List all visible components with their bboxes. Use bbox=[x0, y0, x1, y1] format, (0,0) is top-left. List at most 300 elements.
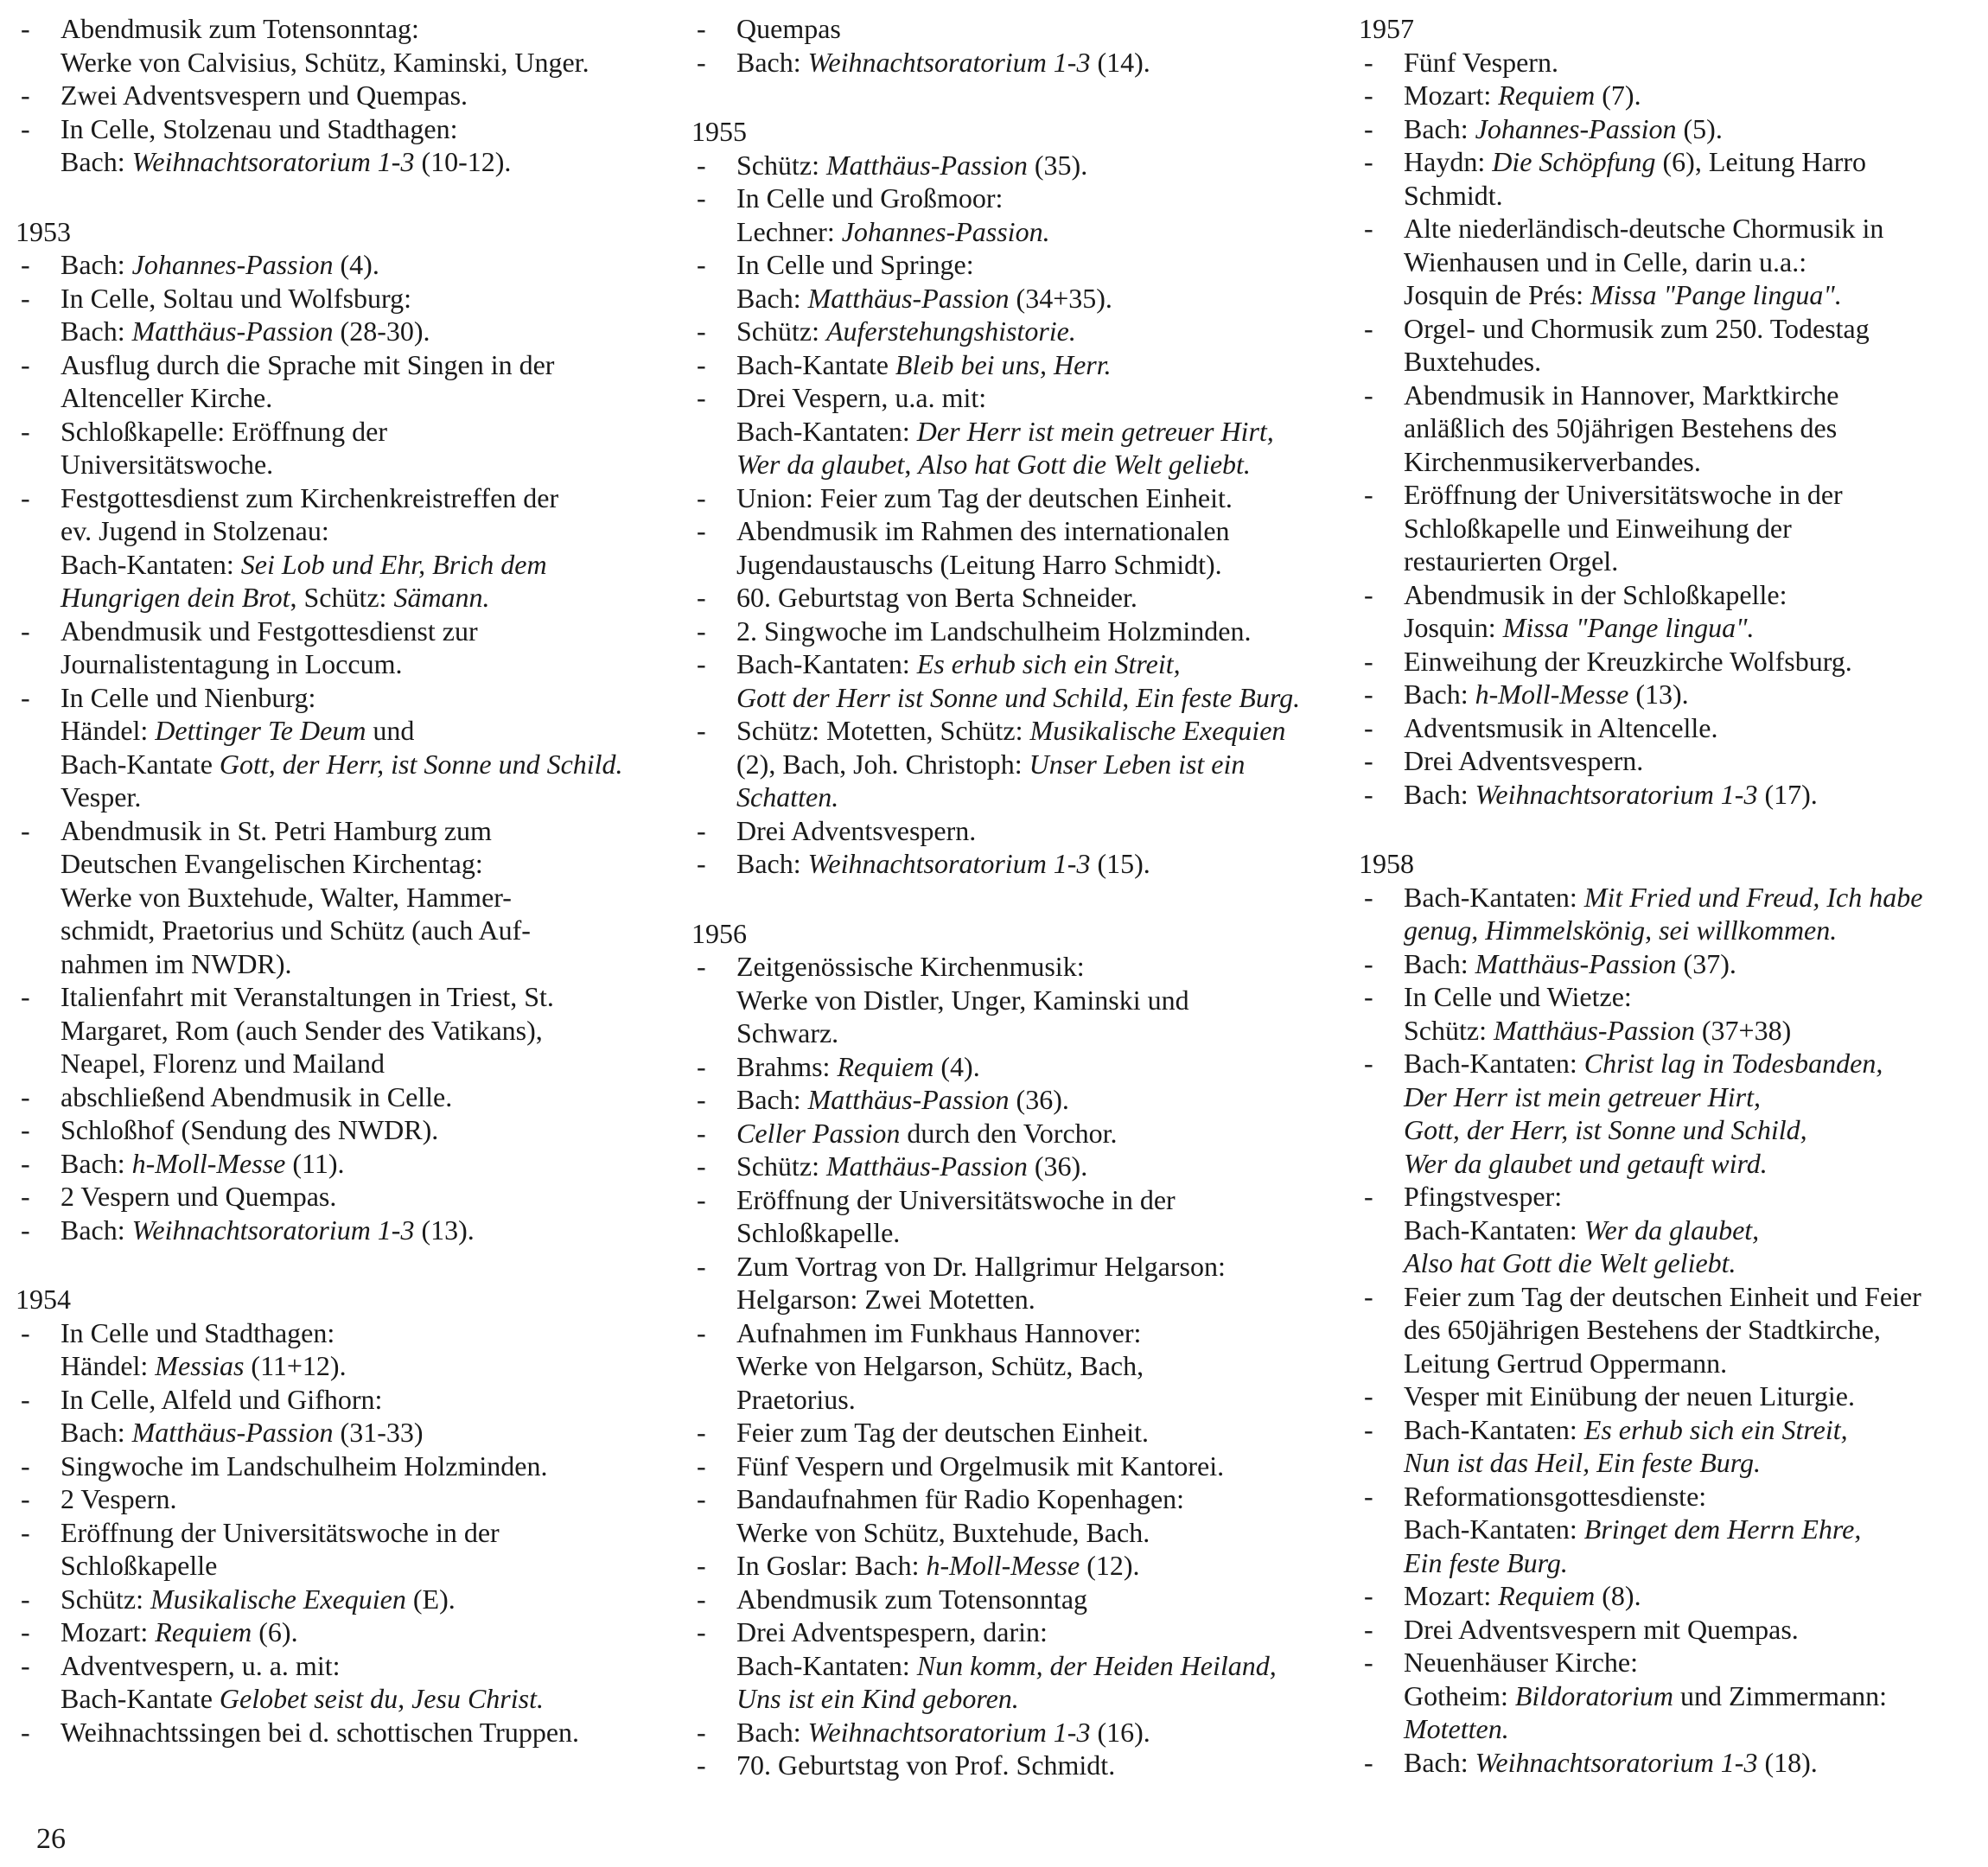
entry-text: Union: Feier zum Tag der deutschen Einheit. bbox=[736, 481, 1233, 513]
entry-text: (8). bbox=[1595, 1580, 1641, 1611]
work-title: Musikalische Exequien bbox=[150, 1583, 406, 1615]
year-heading: 1953 bbox=[16, 215, 71, 247]
work-title: Missa "Pange lingua". bbox=[1502, 612, 1755, 643]
entry-text: Bandaufnahmen für Radio Kopenhagen: bbox=[736, 1483, 1185, 1514]
work-title: Requiem bbox=[1498, 80, 1596, 111]
entry-text: Josquin de Prés: bbox=[1404, 279, 1590, 310]
work-title: Weihnachtsoratorium 1-3 bbox=[131, 1214, 415, 1246]
entry-text: Abendmusik in Hannover, Marktkirche bbox=[1404, 379, 1839, 411]
entry-text: Mozart: bbox=[61, 1616, 156, 1647]
list-item bbox=[16, 681, 655, 814]
entry-line bbox=[1404, 1147, 1981, 1181]
entry-line bbox=[61, 1180, 655, 1214]
entry-line bbox=[61, 12, 655, 46]
work-title: Schatten. bbox=[736, 781, 839, 812]
entry-text: und bbox=[366, 715, 415, 746]
work-title: Celler Passion bbox=[736, 1117, 901, 1149]
entry-text: Schloßkapelle: Eröffnung der bbox=[61, 415, 387, 447]
list-item bbox=[1359, 711, 1981, 745]
work-title: Mit Fried und Freud, Ich habe bbox=[1583, 881, 1923, 913]
entry-text: 2 Vespern und Quempas. bbox=[61, 1181, 337, 1212]
entry-text: Zeitgenössische Kirchenmusik: bbox=[736, 951, 1085, 982]
entry-line bbox=[736, 714, 1314, 748]
entry-text: In Celle und Springe: bbox=[736, 249, 974, 280]
entry-text: (10-12). bbox=[414, 146, 512, 177]
entry-line bbox=[1404, 245, 1981, 279]
entry-text: (11). bbox=[285, 1147, 345, 1179]
work-title: Sämann. bbox=[393, 582, 490, 613]
entry-text: Singwoche im Landschulheim Holzminden. bbox=[61, 1450, 548, 1481]
list-item bbox=[691, 581, 1314, 615]
entry-line bbox=[1404, 478, 1981, 512]
work-title: Hungrigen dein Brot bbox=[61, 582, 290, 613]
entry-text: Feier zum Tag der deutschen Einheit. bbox=[736, 1417, 1150, 1448]
entry-line bbox=[61, 46, 655, 80]
entry-text: Bach: bbox=[61, 1214, 132, 1246]
work-title: Also hat Gott die Welt geliebt. bbox=[918, 449, 1251, 480]
entry-text: Leitung Gertrud Oppermann. bbox=[1404, 1347, 1728, 1379]
work-title: Matthäus-Passion bbox=[825, 1150, 1028, 1182]
entry-line bbox=[61, 1214, 655, 1247]
entry-line bbox=[1404, 645, 1981, 679]
entry-list bbox=[1359, 881, 1981, 1780]
entry-text: abschließend Abendmusik in Celle. bbox=[61, 1080, 453, 1112]
entry-text: (11+12). bbox=[244, 1350, 347, 1381]
list-item bbox=[16, 481, 655, 615]
entry-line bbox=[736, 1416, 1314, 1450]
entry-text: Händel: bbox=[61, 1350, 156, 1381]
list-item bbox=[16, 1516, 655, 1583]
list-item bbox=[1359, 1646, 1981, 1746]
entry-text: Bach: bbox=[1404, 947, 1475, 979]
entry-text: Bach-Kantaten: bbox=[1404, 1513, 1584, 1545]
year-block bbox=[16, 12, 655, 179]
entry-text: Schloßhof (Sendung des NWDR). bbox=[61, 1114, 439, 1145]
entry-line bbox=[1404, 1679, 1981, 1713]
list-item bbox=[691, 348, 1314, 382]
entry-line bbox=[1404, 379, 1981, 412]
entry-text: (4). bbox=[933, 1050, 980, 1082]
list-item bbox=[691, 1117, 1314, 1150]
work-title: Johannes-Passion bbox=[131, 249, 334, 280]
entry-line bbox=[1404, 1246, 1981, 1280]
entry-line bbox=[736, 348, 1314, 382]
entry-text: nahmen im NWDR). bbox=[61, 947, 292, 979]
work-title: Gott, der Herr, ist Sonne und Schild. bbox=[219, 748, 623, 780]
entry-text: Reformationsgottesdienste: bbox=[1404, 1480, 1707, 1512]
entry-text: Universitätswoche. bbox=[61, 449, 274, 480]
entry-line bbox=[1404, 312, 1981, 346]
entry-line bbox=[61, 647, 655, 681]
entry-text: In Celle und Großmoor: bbox=[736, 182, 1004, 213]
work-title: Der Herr ist mein getreuer Hirt, bbox=[1404, 1080, 1761, 1112]
entry-text: Abendmusik in der Schloßkapelle: bbox=[1404, 578, 1787, 610]
entry-line bbox=[61, 315, 655, 348]
list-item bbox=[1359, 578, 1981, 645]
entry-line bbox=[736, 581, 1314, 615]
entry-line bbox=[61, 1716, 655, 1749]
work-title: h-Moll-Messe bbox=[131, 1147, 286, 1179]
entry-line bbox=[736, 1216, 1314, 1250]
list-item bbox=[691, 1749, 1314, 1782]
entry-text: Schütz: bbox=[736, 315, 826, 347]
entry-text: In Celle, Soltau und Wolfsburg: bbox=[61, 282, 411, 314]
entry-line bbox=[736, 514, 1314, 548]
entry-text: Altenceller Kirche. bbox=[61, 382, 273, 413]
work-title: Weihnachtsoratorium 1-3 bbox=[807, 46, 1091, 78]
year-block bbox=[16, 215, 655, 1247]
entry-text: Werke von Schütz, Buxtehude, Bach. bbox=[736, 1516, 1150, 1548]
entry-text: (2), Bach, Joh. Christoph: bbox=[736, 748, 1029, 780]
list-item bbox=[691, 1416, 1314, 1450]
list-item bbox=[691, 1716, 1314, 1749]
work-title: Dettinger Te Deum bbox=[155, 715, 366, 746]
list-item bbox=[691, 714, 1314, 814]
entry-text: Schloßkapelle. bbox=[736, 1217, 901, 1248]
entry-text: Drei Adventsvespern mit Quempas. bbox=[1404, 1613, 1799, 1645]
entry-text: Lechner: bbox=[736, 215, 842, 247]
entry-line bbox=[736, 248, 1314, 282]
entry-text: Bach: bbox=[1404, 112, 1475, 144]
entry-line bbox=[61, 581, 655, 615]
entry-text: durch den Vorchor. bbox=[900, 1117, 1118, 1149]
entry-text: Eröffnung der Universitätswoche in der bbox=[61, 1516, 500, 1548]
entry-text: Bach: bbox=[736, 1084, 808, 1115]
entry-text: Schütz: Motetten, Schütz: bbox=[736, 715, 1030, 746]
work-title: Bildoratorium bbox=[1514, 1679, 1673, 1711]
work-title: Weihnachtsoratorium 1-3 bbox=[1475, 1746, 1758, 1778]
entry-text: 2 Vespern. bbox=[61, 1483, 177, 1514]
entry-line bbox=[1404, 1180, 1981, 1214]
entry-text: Zum Vortrag von Dr. Hallgrimur Helgarson: bbox=[736, 1250, 1226, 1282]
entry-line bbox=[61, 282, 655, 315]
entry-line bbox=[1404, 1712, 1981, 1746]
list-item bbox=[691, 615, 1314, 648]
entry-line bbox=[1404, 1480, 1981, 1513]
entry-text: Drei Adventsvespern. bbox=[1404, 745, 1644, 776]
entry-text: Fünf Vespern. bbox=[1404, 46, 1558, 78]
entry-text: Bach-Kantaten: bbox=[1404, 881, 1584, 913]
entry-text: (31-33) bbox=[333, 1417, 424, 1448]
work-title: Weihnachtsoratorium 1-3 bbox=[131, 146, 415, 177]
entry-line bbox=[736, 381, 1314, 415]
entry-line bbox=[1404, 1746, 1981, 1780]
entry-text: Gotheim: bbox=[1404, 1679, 1515, 1711]
entry-text: Abendmusik zum Totensonntag: bbox=[61, 13, 419, 44]
entry-text: Wienhausen und in Celle, darin u.a.: bbox=[1404, 245, 1807, 277]
list-item bbox=[16, 12, 655, 79]
entry-text: Abendmusik im Rahmen des internationalen bbox=[736, 515, 1230, 546]
work-title: Bringet dem Herrn Ehre, bbox=[1583, 1513, 1862, 1545]
list-item bbox=[691, 950, 1314, 1050]
list-item bbox=[16, 1716, 655, 1749]
work-title: Requiem bbox=[1498, 1580, 1596, 1611]
entry-line bbox=[736, 847, 1314, 881]
entry-text: Bach-Kantate bbox=[736, 348, 895, 380]
entry-text: Kirchenmusikerverbandes. bbox=[1404, 445, 1701, 477]
entry-line bbox=[1404, 744, 1981, 778]
entry-line bbox=[61, 348, 655, 382]
entry-line bbox=[736, 481, 1314, 515]
entry-line bbox=[736, 1516, 1314, 1550]
work-title: Der Herr ist mein getreuer Hirt, bbox=[916, 415, 1274, 447]
work-title: Requiem bbox=[837, 1050, 934, 1082]
entry-text: In Celle und Nienburg: bbox=[61, 681, 316, 713]
entry-line bbox=[736, 1615, 1314, 1649]
entry-text: Bach: bbox=[61, 1147, 132, 1179]
work-title: Gott, der Herr, ist Sonne und Schild, bbox=[1404, 1114, 1807, 1145]
entry-text: Brahms: bbox=[736, 1050, 838, 1082]
entry-text: Bach: bbox=[736, 848, 808, 879]
entry-list bbox=[16, 1316, 655, 1749]
entry-text: (13). bbox=[414, 1214, 475, 1246]
year-block bbox=[691, 917, 1314, 1782]
entry-text: Praetorius. bbox=[736, 1383, 856, 1415]
list-item bbox=[1359, 1280, 1981, 1380]
year-block bbox=[691, 12, 1314, 79]
work-title: Johannes-Passion bbox=[1475, 112, 1677, 144]
entry-line bbox=[61, 748, 655, 781]
entry-list bbox=[1359, 46, 1981, 812]
entry-text: Alte niederländisch-deutsche Chormusik in bbox=[1404, 213, 1884, 244]
entry-line bbox=[1404, 1080, 1981, 1114]
entry-text: Schütz: bbox=[1404, 1014, 1494, 1046]
entry-text: Italienfahrt mit Veranstaltungen in Triest, St. bbox=[61, 981, 554, 1012]
entry-list bbox=[691, 149, 1314, 881]
entry-text: 70. Geburtstag von Prof. Schmidt. bbox=[736, 1749, 1116, 1781]
entry-line bbox=[1404, 411, 1981, 445]
entry-text: (4). bbox=[333, 249, 379, 280]
entry-text: Bach: bbox=[1404, 679, 1475, 710]
entry-text: Josquin: bbox=[1404, 612, 1503, 643]
entry-line bbox=[61, 1416, 655, 1450]
entry-line bbox=[736, 1183, 1314, 1217]
entry-text: Drei Vespern, u.a. mit: bbox=[736, 382, 987, 413]
list-item bbox=[16, 1383, 655, 1450]
entry-text: Schmidt. bbox=[1404, 179, 1503, 211]
entry-line bbox=[736, 12, 1314, 46]
entry-text: Weihnachtssingen bei d. schottischen Truppen. bbox=[61, 1716, 580, 1748]
entry-text: Feier zum Tag der deutschen Einheit und Feier bbox=[1404, 1280, 1921, 1312]
list-item bbox=[691, 1549, 1314, 1583]
list-item bbox=[691, 1183, 1314, 1250]
entry-line bbox=[61, 1383, 655, 1417]
entry-line bbox=[1404, 1613, 1981, 1647]
year-heading: 1958 bbox=[1359, 848, 1414, 879]
entry-line bbox=[1404, 1347, 1981, 1380]
entry-text: Werke von Distler, Unger, Kaminski und bbox=[736, 984, 1189, 1016]
entry-line bbox=[61, 681, 655, 715]
list-item bbox=[16, 1583, 655, 1616]
list-item bbox=[1359, 112, 1981, 146]
work-title: Sei Lob und Ehr, Brich dem bbox=[240, 548, 547, 580]
entry-line bbox=[61, 1516, 655, 1550]
entry-line bbox=[61, 481, 655, 515]
list-item bbox=[1359, 46, 1981, 80]
work-title: Johannes-Passion. bbox=[841, 215, 1050, 247]
entry-text: Werke von Buxtehude, Walter, Hammer- bbox=[61, 881, 512, 913]
entry-line bbox=[736, 781, 1314, 814]
entry-line bbox=[736, 1250, 1314, 1284]
entry-line bbox=[736, 1482, 1314, 1516]
entry-line bbox=[736, 1083, 1314, 1117]
entry-line bbox=[736, 748, 1314, 781]
entry-line bbox=[736, 1383, 1314, 1417]
work-title: genug, Himmelskönig, sei willkommen. bbox=[1404, 914, 1838, 946]
entry-line bbox=[61, 1682, 655, 1716]
entry-line bbox=[61, 79, 655, 112]
entry-line bbox=[61, 1583, 655, 1616]
list-item bbox=[16, 1113, 655, 1147]
entry-text: Eröffnung der Universitätswoche in der bbox=[736, 1183, 1176, 1215]
list-item bbox=[691, 381, 1314, 481]
entry-line bbox=[61, 415, 655, 449]
entry-line bbox=[61, 847, 655, 881]
list-item bbox=[16, 1615, 655, 1649]
entry-line bbox=[1404, 678, 1981, 711]
entry-text: Bach: bbox=[1404, 778, 1475, 810]
year-block bbox=[16, 1283, 655, 1749]
list-item bbox=[691, 481, 1314, 515]
entry-text: schmidt, Praetorius und Schütz (auch Auf- bbox=[61, 914, 531, 946]
work-title: Matthäus-Passion bbox=[131, 1417, 334, 1448]
entry-text: Bach-Kantaten: bbox=[61, 548, 241, 580]
work-title: Es erhub sich ein Streit, bbox=[1583, 1413, 1848, 1445]
entry-line bbox=[1404, 778, 1981, 812]
entry-text: In Celle, Stolzenau und Stadthagen: bbox=[61, 112, 458, 144]
list-item bbox=[691, 1083, 1314, 1117]
entry-line bbox=[736, 1749, 1314, 1782]
year-heading: 1955 bbox=[691, 116, 747, 147]
entry-text: (5). bbox=[1676, 112, 1723, 144]
entry-line bbox=[1404, 881, 1981, 914]
entry-line bbox=[61, 381, 655, 415]
list-item bbox=[16, 1214, 655, 1247]
entry-text: (16). bbox=[1090, 1716, 1150, 1748]
work-title: Auferstehungshistorie. bbox=[825, 315, 1076, 347]
entry-text: Orgel- und Chormusik zum 250. Todestag bbox=[1404, 312, 1870, 344]
entry-text: Haydn: bbox=[1404, 146, 1493, 177]
entry-line bbox=[61, 145, 655, 179]
entry-text: (28-30). bbox=[333, 315, 430, 347]
list-item bbox=[16, 415, 655, 481]
entry-line bbox=[61, 914, 655, 947]
list-item bbox=[1359, 645, 1981, 679]
work-title: Gelobet seist du, Jesu Christ. bbox=[219, 1683, 544, 1714]
work-title: Ein feste Burg. bbox=[1404, 1546, 1568, 1578]
entry-line bbox=[61, 881, 655, 914]
entry-line bbox=[1404, 46, 1981, 80]
entry-text: Helgarson: Zwei Motetten. bbox=[736, 1284, 1035, 1315]
entry-text: und Zimmermann: bbox=[1673, 1679, 1888, 1711]
entry-line bbox=[61, 714, 655, 748]
entry-line bbox=[1404, 1280, 1981, 1314]
work-title: Christ lag in Todesbanden, bbox=[1583, 1048, 1883, 1079]
entry-line bbox=[736, 1549, 1314, 1583]
list-item bbox=[1359, 1180, 1981, 1280]
column-middle bbox=[691, 12, 1314, 1819]
entry-text: Abendmusik und Festgottesdienst zur bbox=[61, 615, 478, 647]
list-item bbox=[1359, 678, 1981, 711]
entry-text: Einweihung der Kreuzkirche Wolfsburg. bbox=[1404, 645, 1852, 677]
entry-line bbox=[1404, 980, 1981, 1014]
entry-line bbox=[736, 448, 1314, 481]
work-title: h-Moll-Messe bbox=[926, 1550, 1080, 1581]
entry-line bbox=[736, 615, 1314, 648]
entry-line bbox=[736, 1016, 1314, 1050]
list-item bbox=[16, 1316, 655, 1383]
entry-line bbox=[1404, 1113, 1981, 1147]
entry-line bbox=[61, 1649, 655, 1683]
entry-line bbox=[61, 980, 655, 1014]
entry-text: Buxtehudes. bbox=[1404, 346, 1542, 377]
year-heading: 1956 bbox=[691, 917, 747, 949]
list-item bbox=[1359, 1746, 1981, 1780]
entry-text: Quempas bbox=[736, 13, 841, 44]
work-title: Matthäus-Passion bbox=[807, 1084, 1010, 1115]
entry-text: Schloßkapelle bbox=[61, 1550, 218, 1581]
list-item bbox=[16, 1482, 655, 1516]
list-item bbox=[16, 980, 655, 1080]
entry-text: Abendmusik zum Totensonntag bbox=[736, 1583, 1088, 1615]
entry-line bbox=[736, 1682, 1314, 1716]
entry-line bbox=[61, 1482, 655, 1516]
entry-text: Pfingstvesper: bbox=[1404, 1181, 1563, 1212]
entry-text: In Celle und Wietze: bbox=[1404, 981, 1632, 1012]
entry-line bbox=[736, 215, 1314, 249]
entry-text: (12). bbox=[1080, 1550, 1140, 1581]
entry-text: (13). bbox=[1628, 679, 1689, 710]
list-item bbox=[691, 182, 1314, 248]
entry-text: Jugendaustauschs (Leitung Harro Schmidt). bbox=[736, 548, 1222, 580]
work-title: h-Moll-Messe bbox=[1475, 679, 1629, 710]
entry-line bbox=[736, 1649, 1314, 1683]
entry-text: Vesper. bbox=[61, 781, 142, 812]
list-item bbox=[691, 1150, 1314, 1183]
list-item bbox=[1359, 312, 1981, 379]
entry-text: (18). bbox=[1757, 1746, 1818, 1778]
entry-line bbox=[61, 1014, 655, 1048]
entry-text: Neuenhäuser Kirche: bbox=[1404, 1647, 1638, 1678]
entry-line bbox=[61, 814, 655, 848]
entry-text: Vesper mit Einübung der neuen Liturgie. bbox=[1404, 1380, 1855, 1411]
entry-line bbox=[1404, 79, 1981, 112]
entry-text: (6), Leitung Harro bbox=[1655, 146, 1866, 177]
list-item bbox=[691, 647, 1314, 714]
work-title: Messias bbox=[155, 1350, 245, 1381]
entry-text: Drei Adventspespern, darin: bbox=[736, 1616, 1048, 1647]
entry-line bbox=[736, 182, 1314, 215]
work-title: Unser Leben ist ein bbox=[1029, 748, 1246, 780]
entry-text: (7). bbox=[1595, 80, 1641, 111]
list-item bbox=[1359, 1579, 1981, 1613]
entry-line bbox=[736, 1316, 1314, 1350]
entry-line bbox=[1404, 1446, 1981, 1480]
list-item bbox=[1359, 379, 1981, 479]
entry-text: Adventvespern, u. a. mit: bbox=[61, 1649, 341, 1681]
entry-text: Bach: bbox=[61, 1417, 132, 1448]
entry-line bbox=[61, 1316, 655, 1350]
list-item bbox=[16, 79, 655, 112]
entry-line bbox=[1404, 212, 1981, 245]
list-item bbox=[1359, 881, 1981, 947]
list-item bbox=[16, 1080, 655, 1114]
entry-text: 60. Geburtstag von Berta Schneider. bbox=[736, 582, 1137, 613]
entry-line bbox=[61, 947, 655, 981]
work-title: Wer da glaubet und getauft wird. bbox=[1404, 1147, 1768, 1179]
work-title: Wer da glaubet bbox=[736, 449, 905, 480]
list-item bbox=[16, 282, 655, 348]
